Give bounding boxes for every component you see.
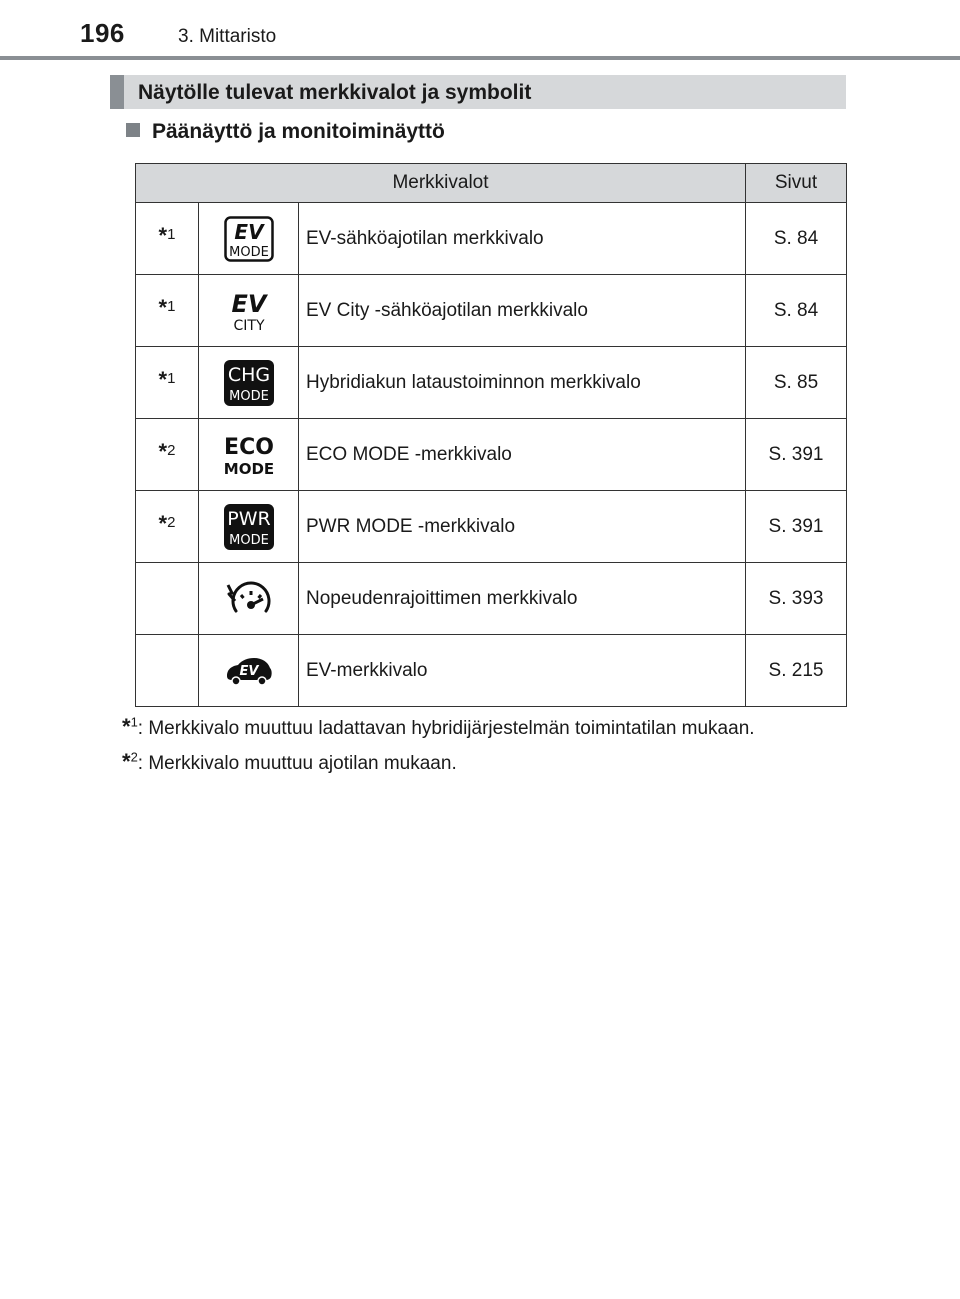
square-bullet-icon	[126, 123, 140, 137]
note-number: 1	[167, 298, 176, 315]
page-ref: S. 391	[746, 419, 847, 491]
label-cell: Hybridiakun lataustoiminnon merkkivalo	[299, 347, 746, 419]
page-ref: S. 215	[746, 635, 847, 707]
label-cell: EV City -sähköajotilan merkkivalo	[299, 275, 746, 347]
section-bar	[110, 75, 846, 109]
page-ref: S. 85	[746, 347, 847, 419]
header-lights: Merkkivalot	[136, 164, 746, 203]
section-title: Näytölle tulevat merkkivalot ja symbolit	[138, 81, 532, 104]
ev-city-icon	[224, 288, 274, 334]
page-ref: S. 393	[746, 563, 847, 635]
label-cell: Nopeudenrajoittimen merkkivalo	[299, 563, 746, 635]
ev-mode-icon	[224, 216, 274, 262]
footnote-2	[122, 749, 457, 775]
label-cell: EV-sähköajotilan merkkivalo	[299, 203, 746, 275]
footnote-text: : Merkkivalo muuttuu ajotilan mukaan.	[137, 753, 457, 774]
speed-limiter-icon	[222, 577, 276, 621]
svg-text:MODE: MODE	[228, 388, 269, 404]
icon-cell	[199, 419, 299, 491]
icon-cell	[199, 203, 299, 275]
table-row	[136, 275, 847, 347]
icon-cell	[199, 563, 299, 635]
label-cell: EV-merkkivalo	[299, 635, 746, 707]
page-ref: S. 391	[746, 491, 847, 563]
table-row	[136, 347, 847, 419]
label-cell: PWR MODE -merkkivalo	[299, 491, 746, 563]
note-number: 1	[167, 370, 176, 387]
chapter-title: 3. Mittaristo	[178, 26, 277, 47]
note-cell	[136, 563, 199, 635]
note-cell: *1	[136, 203, 199, 275]
svg-text:PWR: PWR	[226, 507, 271, 530]
table-row	[136, 563, 847, 635]
footnote-mark: *	[122, 714, 131, 739]
icon-cell	[199, 275, 299, 347]
table-row	[136, 419, 847, 491]
subheading	[126, 120, 445, 144]
table-row	[136, 491, 847, 563]
icon-cell	[199, 635, 299, 707]
pwr-mode-icon	[223, 503, 275, 551]
svg-text:EV: EV	[233, 219, 264, 244]
svg-text:CHG: CHG	[227, 363, 270, 386]
note-number: 2	[167, 514, 176, 531]
ev-car-icon	[224, 656, 274, 686]
header-pages: Sivut	[746, 164, 847, 203]
label-cell: ECO MODE -merkkivalo	[299, 419, 746, 491]
svg-text:EV: EV	[239, 663, 258, 679]
header-rule	[0, 56, 960, 60]
note-cell: *2	[136, 419, 199, 491]
svg-text:EV: EV	[231, 289, 266, 318]
eco-mode-icon	[223, 432, 275, 478]
icon-cell	[199, 491, 299, 563]
indicator-table	[135, 163, 847, 707]
footnote-number: 1	[130, 714, 138, 730]
note-cell: *1	[136, 275, 199, 347]
svg-text:MODE: MODE	[228, 532, 269, 548]
page-ref: S. 84	[746, 275, 847, 347]
note-cell: *1	[136, 347, 199, 419]
note-number: 2	[167, 442, 176, 459]
page-number: 196	[80, 18, 125, 48]
footnote-1	[122, 714, 755, 740]
subheading-text: Päänäyttö ja monitoiminäyttö	[152, 120, 445, 143]
table-row	[136, 203, 847, 275]
note-cell: *2	[136, 491, 199, 563]
svg-text:CITY: CITY	[232, 317, 265, 334]
icon-cell	[199, 347, 299, 419]
footnote-mark: *	[122, 749, 131, 774]
svg-text:MODE: MODE	[228, 244, 269, 260]
chg-mode-icon	[223, 359, 275, 407]
footnote-text: : Merkkivalo muuttuu ladattavan hybridijärjestelmän toimintatilan mukaan.	[137, 718, 755, 739]
svg-text:ECO: ECO	[223, 434, 274, 460]
table-row	[136, 635, 847, 707]
page-ref: S. 84	[746, 203, 847, 275]
svg-text:MODE: MODE	[223, 459, 274, 478]
footnote-number: 2	[130, 749, 138, 765]
note-cell	[136, 635, 199, 707]
note-number: 1	[167, 226, 176, 243]
table-header-row	[136, 164, 847, 203]
